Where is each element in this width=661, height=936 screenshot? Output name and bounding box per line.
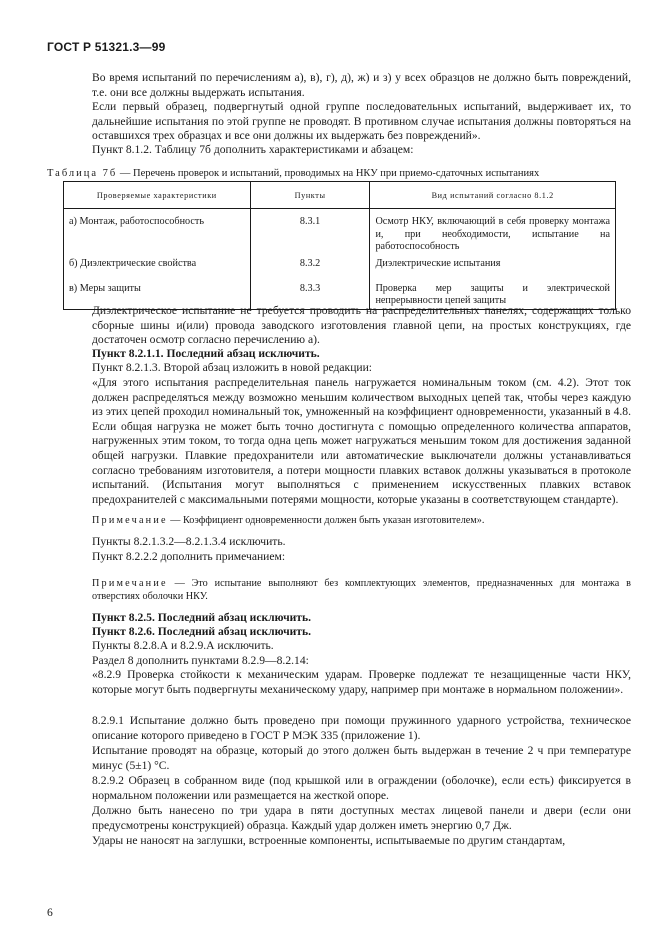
table-cell: а) Монтаж, работоспособность bbox=[64, 209, 251, 254]
note bbox=[92, 514, 631, 527]
paragraph: «Для этого испытания распределительная панель нагружается номинальным током (см. 4.2). Этот ток должен распределяться между возможно меньшим количеством выходных цепей так, чтобы через каждую из этих цепей проходил номинальный ток, умноженный на коэффициент одновременности, указанный в 4.8. Если общая нагрузка не может быть точно достигнута с помощью определенного количества аппаратов, нагруженных этим током, то тогда одна цепь может нагружаться меньшим током для достижения заданной общей нагрузки. Плавкие предохранители или автоматические выключатели должны устанавливаться согласно требованиям изготовителя, а потери мощности плавких вставок должны указываться в протоколе испытаний. (Испытания могут выполняться с применением искусственных плавких вставок предохранителей с максимальными потерями мощности, которые указаны в соответствующем стандарте). bbox=[92, 376, 631, 506]
note-text: — Это испытание выполняют без комплектующих элементов, предназначенных для монтажа в отверстиях оболочки НКУ. bbox=[92, 578, 631, 603]
document-header: ГОСТ Р 51321.3—99 bbox=[47, 40, 166, 54]
table-caption-text: — Перечень проверок и испытаний, проводимых на НКУ при приемо-сдаточных испытаниях bbox=[117, 168, 540, 179]
table-cell: в) Меры защиты bbox=[64, 277, 251, 310]
paragraph-heading: Пункт 8.2.6. Последний абзац исключить. bbox=[92, 625, 312, 638]
paragraph: Пункт 8.2.1.3. Второй абзац изложить в новой редакции: bbox=[92, 361, 373, 374]
table-caption-label: Таблица 7б bbox=[47, 168, 118, 179]
column-header: Проверяемые характеристики bbox=[64, 182, 251, 209]
paragraph: Диэлектрическое испытание не требуется проводить на распределительных панелях, содержащих только сборные шины и(или) провода заводского изготовления главной цепи, на простых конструкциях, где достаточен осмотр согласно перечислению а). bbox=[92, 304, 631, 347]
paragraph: Удары не наносят на заглушки, встроенные компоненты, испытываемые по другим стандартам, bbox=[92, 834, 566, 847]
table-cell: 8.3.2 bbox=[250, 254, 370, 277]
paragraph: Если первый образец, подвергнутый одной группе последовательных испытаний, выдерживает их, то дальнейшие испытания по этой группе не проводят. В противном случае испытания должны повторяться на оставшихся трех образцах и все они должны их выдержать без повреждений». bbox=[92, 100, 631, 143]
table-header-row bbox=[64, 182, 616, 209]
paragraph: Пункт 8.2.2.2 дополнить примечанием: bbox=[92, 550, 286, 563]
table-row bbox=[64, 209, 616, 254]
paragraph: Пункты 8.2.1.3.2—8.2.1.3.4 исключить. bbox=[92, 535, 286, 548]
table-cell: 8.3.3 bbox=[250, 277, 370, 310]
table-row bbox=[64, 254, 616, 277]
paragraph: 8.2.9.2 Образец в собранном виде (под крышкой или в ограждении (оболочке), если есть) фиксируется в нормальном положении или размещается на жесткой опоре. bbox=[92, 774, 631, 802]
paragraph: Пункт 8.1.2. Таблицу 7б дополнить характеристиками и абзацем: bbox=[92, 143, 414, 156]
paragraph: «8.2.9 Проверка стойкости к механическим ударам. Проверке подлежат те незащищенные части НКУ, которые могут быть подвергнуты механическому удару, например при монтаже в нормальном положении». bbox=[92, 668, 631, 696]
paragraph: Должно быть нанесено по три удара в пяти доступных местах лицевой панели и двери (если они предусмотрены конструкцией) образца. Каждый удар должен иметь энергию 0,7 Дж. bbox=[92, 804, 631, 832]
note bbox=[92, 577, 631, 604]
checks-table bbox=[63, 181, 616, 310]
note-label: Примечание bbox=[92, 578, 168, 589]
paragraph: Пункты 8.2.8.А и 8.2.9.А исключить. bbox=[92, 639, 274, 652]
paragraph-heading: Пункт 8.2.1.1. Последний абзац исключить. bbox=[92, 347, 320, 360]
table-cell: Диэлектрические испытания bbox=[370, 254, 616, 277]
table-cell: б) Диэлектрические свойства bbox=[64, 254, 251, 277]
paragraph: Испытание проводят на образце, который до этого должен быть выдержан в течение 2 ч при температуре минус (5±1) °С. bbox=[92, 744, 631, 772]
table-caption bbox=[47, 167, 631, 180]
paragraph-heading: Пункт 8.2.5. Последний абзац исключить. bbox=[92, 611, 312, 624]
paragraph: Во время испытаний по перечислениям а), в), г), д), ж) и з) у всех образцов не должно быть повреждений, т.е. они все должны выдержать испытания. bbox=[92, 71, 631, 99]
column-header: Пункты bbox=[250, 182, 370, 209]
table-cell: Проверка мер защиты и электрической непрерывности цепей защиты bbox=[370, 277, 616, 310]
page-number: 6 bbox=[47, 906, 53, 919]
paragraph: 8.2.9.1 Испытание должно быть проведено при помощи пружинного ударного устройства, техническое описание которого приведено в ГОСТ Р МЭК 335 (приложение 1). bbox=[92, 714, 631, 742]
table-cell: Осмотр НКУ, включающий в себя проверку монтажа и, при необходимости, испытание на работоспособность bbox=[370, 209, 616, 254]
paragraph: Раздел 8 дополнить пунктами 8.2.9—8.2.14: bbox=[92, 654, 309, 667]
note-text: — Коэффициент одновременности должен быть указан изготовителем». bbox=[167, 515, 485, 526]
note-label: Примечание bbox=[92, 515, 168, 526]
table-cell: 8.3.1 bbox=[250, 209, 370, 254]
column-header: Вид испытаний согласно 8.1.2 bbox=[370, 182, 616, 209]
